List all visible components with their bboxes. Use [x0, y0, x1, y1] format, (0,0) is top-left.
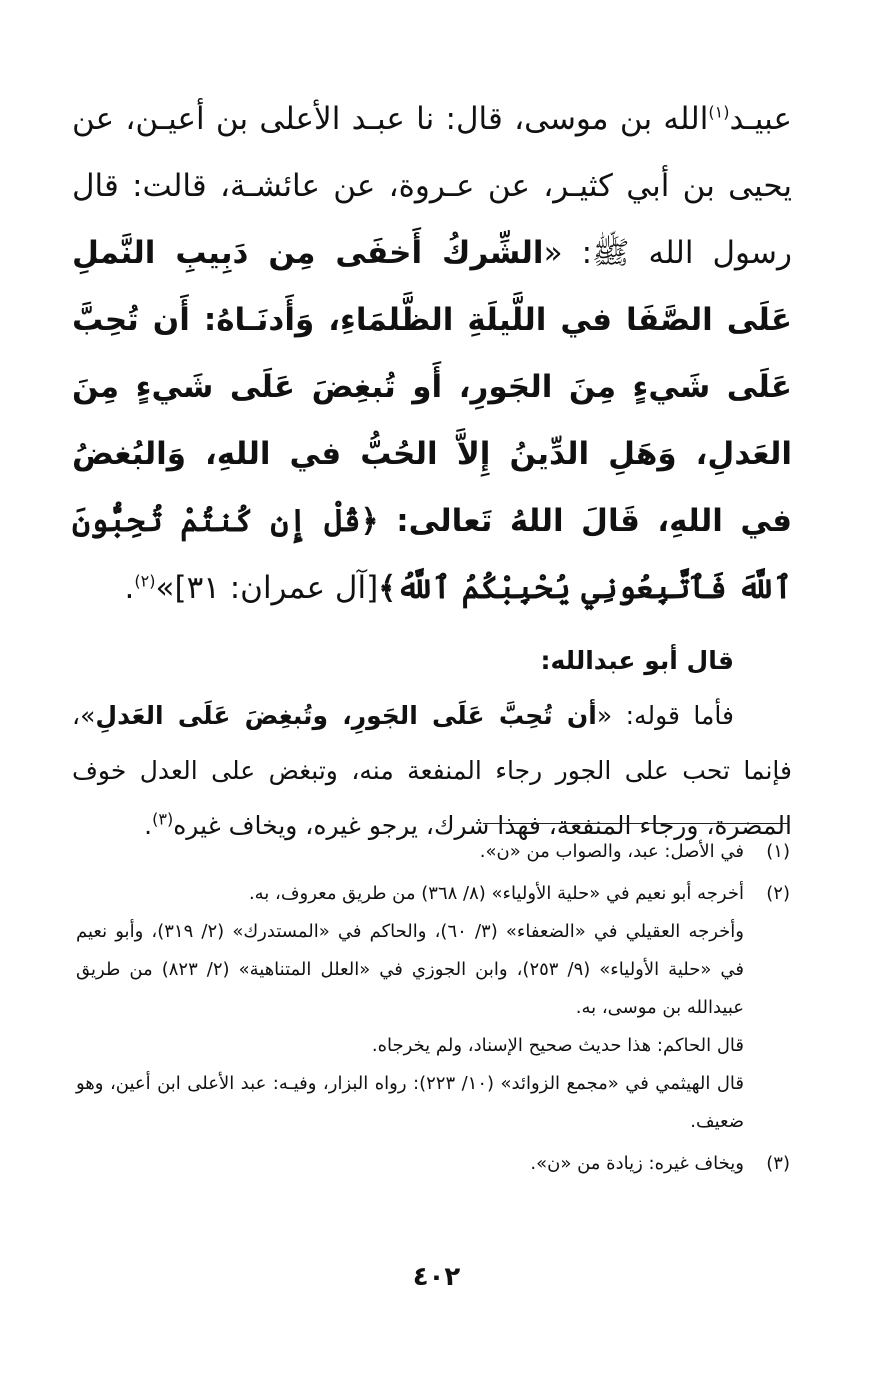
footnote-number: (٢)	[766, 883, 790, 904]
quran-verse: ﴿قُلْ إِن كُنتُمْ تُحِبُّونَ ٱللَّهَ فَٱتَّبِعُونِي يُحْبِبْكُمُ ٱللَّهُ﴾	[72, 503, 792, 606]
hadith-text: الشِّركُ أَخفَى مِن دَبِيبِ النَّملِ عَلَى الصَّفَا في اللَّيلَةِ الظَّلمَاءِ، وَأَدنَـاهُ: أَن تُحِبَّ عَلَى شَيءٍ مِنَ الجَورِ، أَو تُبغِضَ عَلَى شَيءٍ مِنَ العَدلِ، وَهَلِ الدِّينُ إِلاَّ الحُبُّ في اللهِ، وَالبُغضُ في اللهِ، قَالَ اللهُ تَعالى:	[72, 235, 792, 539]
footnote-ref-1: (١)	[708, 102, 730, 122]
footnote-line: وأخرجه العقيلي في «الضعفاء» (٣/ ٦٠)، والحاكم في «المستدرك» (٢/ ٣١٩)، وأبو نعيم في «حلية الأولياء» (٩/ ٢٥٣)، وابن الجوزي في «العلل المتناهية» (٢/ ٨٢٣) من طريق عبيدالله بن موسى، به.	[76, 921, 745, 1018]
main-text	[72, 86, 792, 853]
commentary-quote: أن تُحِبَّ عَلَى الجَورِ، وتُبغِضَ عَلَى العَدلِ	[95, 701, 597, 730]
intro-word: عبيـد	[729, 101, 792, 137]
footnote-1	[76, 833, 790, 871]
footnote-line: قال الحاكم: هذا حديث صحيح الإسناد، ولم يخرجاه.	[371, 1035, 744, 1056]
commentary-text: »، فإنما تحب على الجور رجاء المنفعة منه، وتبغض على العدل خوف المضرة، ورجاء المنفعة، فهذا شرك، يرجو غيره، ويخاف غيره	[72, 701, 792, 840]
commentary-lead: فأما قوله: «	[596, 701, 734, 730]
isnad-text: الله بن موسى، قال: نا عبـد الأعلى بن أعيـن، عن يحيى بن أبي كثيـر، عن عـروة، عن عائشـة، قالت: قال رسول الله ﷺ: «	[72, 101, 792, 271]
footnote-number: (٣)	[766, 1153, 790, 1174]
footnote-line: أخرجه أبو نعيم في «حلية الأولياء» (٨/ ٣٦٨) من طريق معروف، به.	[248, 883, 744, 904]
footnote-ref-2: (٢)	[134, 571, 156, 591]
footnote-line: في الأصل: عبد، والصواب من «ن».	[479, 841, 744, 862]
footnotes	[76, 833, 790, 1187]
verse-citation: [آل عمران: ٣١]»	[155, 570, 379, 606]
commentary-end: .	[144, 811, 153, 840]
footnote-line: قال الهيثمي في «مجمع الزوائد» (١٠/ ٢٢٣): رواه البزار، وفيـه: عبد الأعلى ابن أعين، وهو ضعيف.	[76, 1073, 744, 1132]
commentary-paragraph	[72, 688, 792, 853]
footnote-3	[76, 1145, 790, 1183]
page-number: ٤٠٢	[412, 1262, 461, 1292]
section-heading: قال أبو عبدالله:	[540, 646, 734, 675]
footnote-number: (١)	[766, 841, 790, 862]
footnote-ref-3: (٣)	[152, 809, 174, 829]
sentence-end: .	[124, 570, 135, 606]
hadith-paragraph	[72, 86, 792, 622]
footnote-divider	[483, 823, 789, 824]
footnote-line: ويخاف غيره: زيادة من «ن».	[530, 1153, 744, 1174]
footnote-2	[76, 875, 790, 1141]
